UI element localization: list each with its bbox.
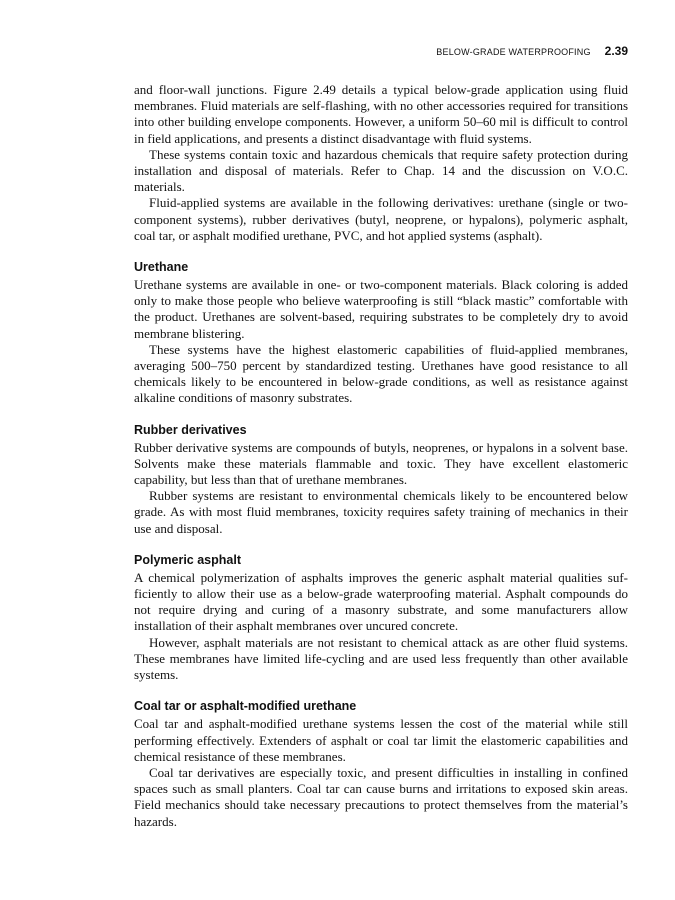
section-coal-tar: [134, 698, 628, 829]
intro-block: [134, 82, 628, 244]
section-paragraph: Rubber systems are resistant to environmental chemicals likely to be encountered below grade. As with most fluid membranes, toxicity requires safety training of mechanics in their use and disposal.: [134, 488, 628, 536]
section-paragraph: However, asphalt materials are not resistant to chemical attack as are other fluid systems. These membranes have limited life-cycling and are used less frequently than other available systems.: [134, 634, 628, 683]
section-paragraph: Rubber derivative systems are compounds of butyls, neoprenes, or hypalons in a solvent base. Solvents make these materials flammable and toxic. They have excellent elastomeric capability, but less than that of urethane membranes.: [134, 439, 628, 488]
running-header: [134, 44, 628, 62]
intro-paragraph: Fluid-applied systems are available in the following derivatives: urethane (single or two-component systems), rubber derivatives (butyl, neoprene, or hypalons), polymeric asphalt, coal tar, or asphalt modified urethane, PVC, and hot applied systems (asphalt).: [134, 195, 628, 243]
intro-paragraph: and floor-wall junctions. Figure 2.49 details a typical below-grade application using fluid membranes. Fluid materials are self-flashing, with no other accessories required for transitions into other building envelope components. However, a uniform 50–60 mil is difficult to control in field applications, and presents a distinct disadvantage with fluid systems.: [134, 82, 628, 146]
document-page: [134, 44, 628, 830]
page-number: 2.39: [604, 44, 628, 58]
intro-paragraph: These systems contain toxic and hazardous chemicals that require safety protection during installation and disposal of materials. Refer to Chap. 14 and the discussion on V.O.C. materials.: [134, 146, 628, 195]
section-paragraph: Urethane systems are available in one- or two-component materials. Black coloring is added only to make those people who believe waterproofing is still “black mastic” comfortable with the product. Urethanes are solvent-based, requiring substrates to be completely dry to avoid membrane blistering.: [134, 277, 628, 341]
section-polymeric-asphalt: [134, 552, 628, 683]
section-heading: Urethane: [134, 260, 189, 275]
section-rubber-derivatives: [134, 422, 628, 537]
section-paragraph: These systems have the highest elastomeric capabilities of fluid-applied membranes, averaging 500–750 percent by standardized testing. Urethanes have good resistance to all chemicals likely to be encountered in below-grade conditions, as well as resistance against alkaline conditions of masonry substrates.: [134, 341, 628, 406]
section-paragraph: Coal tar derivatives are especially toxic, and present difficulties in installing in confined spaces such as small planters. Coal tar can cause burns and irritations to exposed skin areas. Field mechanics should take necessary precautions to protect themselves from the material’s hazards.: [134, 764, 628, 829]
running-title: BELOW-GRADE WATERPROOFING: [436, 47, 591, 57]
section-urethane: [134, 259, 628, 407]
section-paragraph: Coal tar and asphalt-modified urethane systems lessen the cost of the material while still performing effectively. Extenders of asphalt or coal tar limit the elastomeric capabilities and chemical resistance of these membranes.: [134, 716, 628, 764]
section-heading: Polymeric asphalt: [134, 552, 241, 567]
section-heading: Rubber derivatives: [134, 422, 247, 437]
section-heading: Coal tar or asphalt-modified urethane: [134, 699, 357, 714]
section-paragraph: A chemical polymerization of asphalts improves the generic asphalt material qualities sufficiently to allow their use as a below-grade waterproofing material. Asphalt compounds do not require drying and curing of a masonry substrate, and some manufacturers allow installation of their asphalt membranes over uncured concrete.: [134, 569, 628, 634]
